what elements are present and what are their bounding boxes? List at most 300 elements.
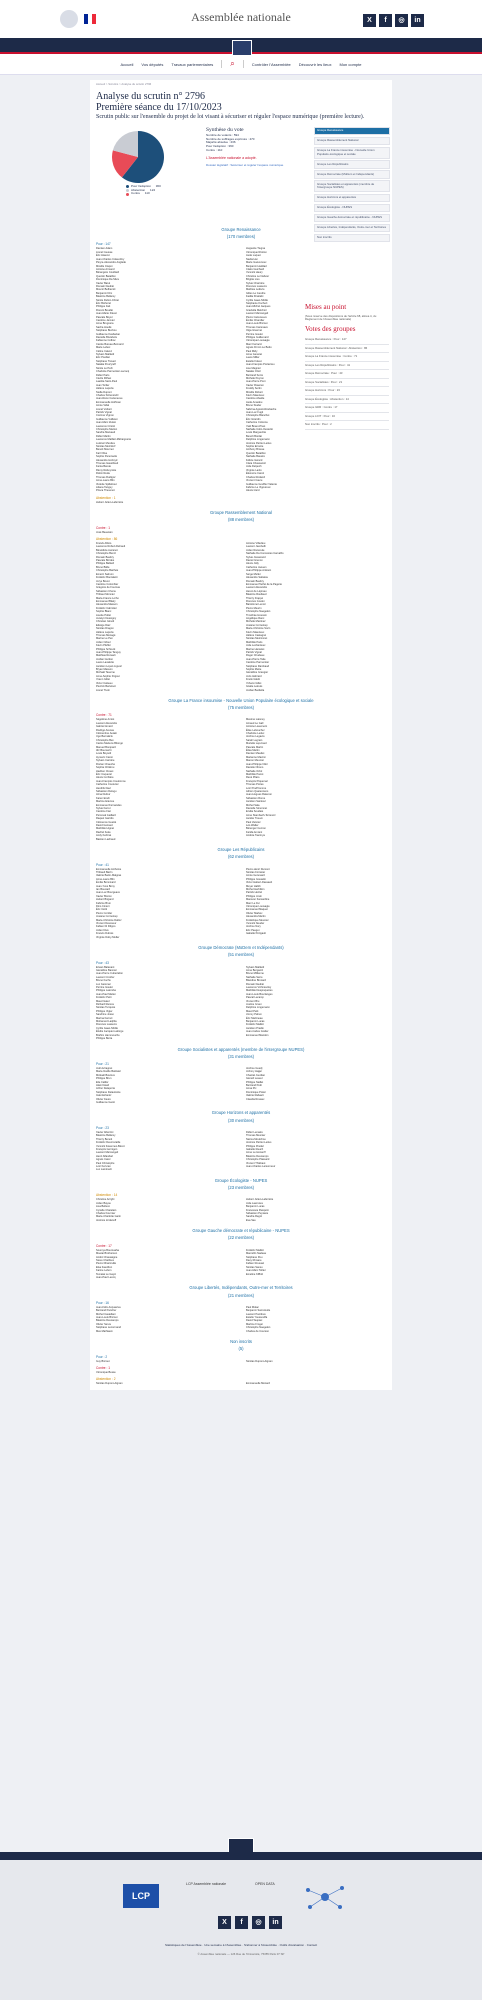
deputy-name[interactable]: Dino Cinieri — [96, 905, 110, 909]
deputy-name[interactable]: Philippe Ballard — [96, 562, 115, 566]
deputy-name[interactable]: Frédérique Meunier — [246, 918, 269, 922]
deputy-name[interactable]: Nathalie Da Conceicao Carvalho — [246, 552, 284, 556]
deputy-name[interactable]: Jérôme Guedj — [246, 1067, 263, 1071]
deputy-name[interactable]: Stéphane Rambaud — [246, 664, 270, 668]
deputy-name[interactable]: Philippe Pradal — [246, 1144, 264, 1148]
deputy-name[interactable]: Frédéric Maillot — [246, 1248, 264, 1252]
deputy-name[interactable]: Philippe Fait — [96, 305, 111, 309]
deputy-name[interactable]: Carole Bureau-Bonnard — [96, 342, 124, 346]
deputy-name[interactable]: Bénédicte Auzanot — [96, 548, 118, 552]
deputy-name[interactable]: Vincent Descoeur — [96, 922, 117, 926]
deputy-name[interactable]: Élisa Martin — [246, 749, 260, 753]
deputy-name[interactable]: Charles Fournier — [96, 1211, 116, 1215]
deputy-name[interactable]: Benjamin Lucas — [246, 1020, 265, 1024]
deputy-name[interactable]: Jean-Pierre Taite — [246, 657, 266, 661]
deputy-name[interactable]: Anne Bergantz — [246, 968, 264, 972]
deputy-name[interactable]: Sabrina Agresti-Roubache — [246, 407, 277, 411]
deputy-name[interactable]: Serge Muller — [246, 572, 261, 576]
deputy-name[interactable]: Soumya Bourouaha — [96, 1248, 119, 1252]
deputy-name[interactable]: François Gernigon — [96, 1148, 118, 1152]
deputy-name[interactable]: Frédéric Boccaletti — [96, 576, 118, 580]
deputy-name[interactable]: Bertrand Pancher — [96, 1309, 117, 1313]
deputy-name[interactable]: Stéphane Lenormand — [96, 1326, 121, 1330]
deputy-name[interactable]: Guillaume Vuilletet — [96, 417, 118, 421]
deputy-name[interactable]: Emmanuel Taché de la Pagerie — [246, 582, 282, 586]
deputy-name[interactable]: Sandrine Josso — [96, 1013, 114, 1017]
deputy-name[interactable]: Éric Alauzet — [96, 254, 110, 258]
deputy-name[interactable]: Mireille Clapot — [96, 264, 113, 268]
deputy-name[interactable]: Clémence Guetté — [96, 820, 117, 824]
deputy-name[interactable]: Jean-Louis Bourlanges — [246, 992, 273, 996]
deputy-name[interactable]: Stéphane Peu — [246, 1255, 263, 1259]
deputy-name[interactable]: Bruno Millienne — [246, 972, 264, 976]
deputy-name[interactable]: Cyrielle Chatelain — [96, 1208, 117, 1212]
deputy-name[interactable]: Caroline Fiat — [96, 810, 111, 814]
deputy-name[interactable]: Jorys Bovet — [96, 579, 110, 583]
deputy-name[interactable]: Emmanuel Fernandes — [96, 803, 122, 807]
deputy-name[interactable]: Huguette Tiegna — [246, 247, 266, 251]
deputy-name[interactable]: Frédéric Cabrolier — [96, 606, 117, 610]
deputy-name[interactable]: Michèle Martinez — [246, 620, 266, 624]
deputy-name[interactable]: Victor Habert-Dassault — [246, 881, 273, 885]
deputy-name[interactable]: Arthur Delaporte — [96, 1087, 116, 1091]
deputy-name[interactable]: Michel Herbillon — [246, 887, 265, 891]
deputy-name[interactable]: Xavier Albertini — [96, 1130, 114, 1134]
deputy-name[interactable]: Kévin Pfeffer — [96, 644, 111, 648]
deputy-name[interactable]: Bertrand Sorre — [246, 373, 264, 377]
x-icon[interactable]: X — [218, 1916, 231, 1929]
group-filter-item[interactable]: Groupe Renaissance — [314, 127, 390, 135]
deputy-name[interactable]: Hadrien Clouet — [96, 769, 114, 773]
deputy-name[interactable]: Xavier Roseren — [246, 383, 264, 387]
deputy-name[interactable]: Jean-Marc Zulesi — [96, 421, 116, 425]
deputy-name[interactable]: Emmanuelle Ménard — [246, 1382, 270, 1386]
deputy-name[interactable]: Benjamin Dirx — [96, 291, 113, 295]
deputy-name[interactable]: Agnès Firmin Le Bodo — [246, 346, 272, 350]
deputy-name[interactable]: Michel Sala — [246, 803, 260, 807]
deputy-name[interactable]: Frédéric Descrozaille — [96, 1141, 121, 1145]
deputy-name[interactable]: Éléonore Caroit — [246, 472, 265, 476]
deputy-name[interactable]: Jean-François Portarrieu — [246, 363, 275, 367]
deputy-name[interactable]: Yoann Gillet — [96, 678, 110, 682]
deputy-name[interactable]: Christophe Naegelen — [246, 1326, 271, 1330]
deputy-name[interactable]: Franck Allisio — [96, 542, 112, 546]
deputy-name[interactable]: Brahim Hammouche — [96, 1033, 120, 1037]
deputy-name[interactable]: Loïc Prud'homme — [246, 786, 267, 790]
deputy-name[interactable]: Natalie Oziol — [246, 370, 261, 374]
group-filter-item[interactable]: Groupe Libertés, Indépendants, Outre-mer et Territoires — [314, 224, 390, 232]
deputy-name[interactable]: Didier Lemaire — [246, 1130, 263, 1134]
deputy-name[interactable]: Marine Le Pen — [96, 637, 113, 641]
deputy-name[interactable]: Éric Bothorel — [96, 301, 111, 305]
deputy-name[interactable]: Nathalie Colin-Oesterlé — [246, 428, 273, 432]
deputy-name[interactable]: Mathilde Hignet — [96, 827, 115, 831]
deputy-name[interactable]: Guillaume Kasbarian — [96, 332, 121, 336]
deputy-name[interactable]: Sébastien Chenu — [96, 589, 116, 593]
deputy-name[interactable]: Xavier Batut — [96, 281, 111, 285]
deputy-name[interactable]: Gilles Le Gendre — [246, 291, 266, 295]
deputy-name[interactable]: Laurence Cristol — [96, 424, 115, 428]
deputy-name[interactable]: Émilie Bonnivard — [96, 881, 116, 885]
deputy-name[interactable]: Rachel Keke — [96, 830, 111, 834]
deputy-name[interactable]: Jean-Paul Lecoq — [96, 1275, 116, 1279]
deputy-name[interactable]: Géraldine Grangier — [246, 671, 269, 675]
deputy-name[interactable]: Stéphane Buchou — [96, 329, 117, 333]
deputy-name[interactable]: Jean-Charles Larsonneur — [246, 1165, 276, 1169]
deputy-name[interactable]: Pascale Boyer — [96, 315, 113, 319]
deputy-name[interactable]: Hendrik Davi — [96, 786, 111, 790]
deputy-name[interactable]: Jean-Luc Fugit — [246, 410, 264, 414]
deputy-name[interactable]: Béatrice Bellamy — [96, 295, 116, 299]
deputy-name[interactable]: Jocelyn Dessigny — [96, 616, 117, 620]
nav-controler[interactable]: Contrôler l'Assemblée — [251, 61, 291, 67]
deputy-name[interactable]: Didier Paris — [96, 373, 110, 377]
deputy-name[interactable]: Freddy Sertin — [246, 387, 262, 391]
deputy-name[interactable]: Émilie Chandler — [246, 319, 265, 323]
deputy-name[interactable]: Grégoire de Fournas — [96, 586, 120, 590]
deputy-name[interactable]: Ludovic Mendes — [96, 441, 115, 445]
breadcrumb[interactable]: Accueil > Scrutins > Analyse du scrutin 2796 — [96, 82, 152, 86]
deputy-name[interactable]: Alexandre Sabatou — [246, 576, 269, 580]
deputy-name[interactable]: Laurent Alexandre — [246, 586, 268, 590]
deputy-name[interactable]: Annie Genevard — [246, 874, 265, 878]
lcp-logo[interactable]: LCP — [123, 1884, 159, 1908]
deputy-name[interactable]: Maud Gatel — [96, 999, 110, 1003]
deputy-name[interactable]: Caroline Abadie — [246, 397, 265, 401]
deputy-name[interactable]: Jean-Marie Fiévet — [96, 312, 117, 316]
deputy-name[interactable]: Nicolas Forissier — [246, 870, 266, 874]
deputy-name[interactable]: Mathilde Panot — [246, 772, 264, 776]
deputy-name[interactable]: Timothée Houssin — [246, 613, 267, 617]
deputy-name[interactable]: Éric Ciotti — [96, 908, 108, 912]
deputy-name[interactable]: Bartolomé Lenoir — [246, 603, 266, 607]
deputy-name[interactable]: Caroline Parmentier — [246, 661, 270, 665]
open-data-link[interactable]: OPEN DATA — [255, 1882, 275, 1886]
deputy-name[interactable]: Jean-Yves Bony — [96, 884, 115, 888]
deputy-name[interactable]: Delphine Lingemann — [246, 1006, 270, 1010]
deputy-name[interactable]: Emmanuelle Anthoine — [96, 867, 122, 871]
deputy-name[interactable]: Véronique Riotton — [246, 250, 267, 254]
deputy-name[interactable]: Antoine Armand — [96, 267, 115, 271]
deputy-name[interactable]: Catherine Colonna — [246, 421, 268, 425]
deputy-name[interactable]: Véronique Louwagie — [246, 339, 270, 343]
deputy-name[interactable]: Inaki Echaniz — [96, 1094, 112, 1098]
deputy-name[interactable]: Marie-Charlotte Garin — [96, 1215, 121, 1219]
deputy-name[interactable]: Mathilde Desjonquères — [246, 989, 273, 993]
deputy-name[interactable]: Charlotte Leduc — [246, 732, 265, 736]
deputy-name[interactable]: Kévin Mauvieux — [246, 630, 265, 634]
deputy-name[interactable]: Félicie Gérard — [246, 458, 263, 462]
deputy-name[interactable]: Pascale Bordes — [96, 559, 115, 563]
deputy-name[interactable]: Robin Reda — [96, 472, 110, 476]
deputy-name[interactable]: Béatrice Descamps — [96, 1319, 119, 1323]
deputy-name[interactable]: Valérie Bazin-Malgras — [96, 874, 122, 878]
deputy-name[interactable]: Elsa Faucillon — [96, 1265, 113, 1269]
deputy-name[interactable]: Dominique Da Silva — [96, 278, 119, 282]
deputy-name[interactable]: Prisca Thevenot — [96, 489, 115, 493]
deputy-name[interactable]: Christine Arrighi — [96, 1198, 115, 1202]
deputy-name[interactable]: Charles Rodwell — [246, 475, 265, 479]
deputy-name[interactable]: Alexis Jolly — [246, 562, 259, 566]
deputy-name[interactable]: Thomas Cazenave — [246, 325, 268, 329]
deputy-name[interactable]: Véronique Besse — [96, 1371, 116, 1375]
deputy-name[interactable]: Emmanuelle Hoffman — [96, 400, 121, 404]
deputy-name[interactable]: Jean-Hugues Ratenon — [246, 793, 272, 797]
deputy-name[interactable]: Estelle Folest — [246, 359, 262, 363]
deputy-name[interactable]: Victor Catteau — [96, 681, 113, 685]
deputy-name[interactable]: Violette Spillebout — [96, 482, 117, 486]
deputy-name[interactable]: Sylvain Carrière — [96, 759, 115, 763]
site-title[interactable]: Assemblée nationale — [191, 10, 291, 24]
deputy-name[interactable]: Laurent Marcangeli — [96, 1151, 119, 1155]
deputy-name[interactable]: Laetitia Saint-Paul — [96, 380, 118, 384]
deputy-name[interactable]: Julien Bayou — [96, 1201, 111, 1205]
deputy-name[interactable]: Caroline Colombier — [96, 582, 119, 586]
deputy-name[interactable]: Francesca Pasquini — [246, 1208, 269, 1212]
deputy-name[interactable]: Stéphanie Kochert — [246, 301, 268, 305]
deputy-name[interactable]: Béatrice Descamps — [246, 1154, 269, 1158]
deputy-name[interactable]: Sophie Mette — [246, 668, 262, 672]
search-icon[interactable]: ⌕ — [230, 59, 235, 68]
deputy-name[interactable]: Alexandra Martin — [246, 915, 266, 919]
group-filter-item[interactable]: Groupe Écologiste - NUPES — [314, 204, 390, 212]
deputy-name[interactable]: Laurent Alexandre — [96, 721, 118, 725]
deputy-name[interactable]: Nathalie Bassire — [246, 455, 265, 459]
deputy-name[interactable]: Nadia Hai — [246, 257, 258, 261]
dossier-link[interactable]: Dossier législatif : Sécuriser et réguler l'espace numérique — [206, 162, 284, 167]
deputy-name[interactable]: Philippe Gosselin — [246, 877, 267, 881]
deputy-name[interactable]: Christine Le Nabour — [246, 274, 270, 278]
deputy-name[interactable]: Graziella Melchior — [246, 308, 267, 312]
deputy-name[interactable]: Jean Terlier — [96, 383, 110, 387]
deputy-name[interactable]: Julie Laernoes — [246, 1201, 263, 1205]
linkedin-icon[interactable]: in — [269, 1916, 282, 1929]
deputy-name[interactable]: Christophe Naegelen — [246, 610, 271, 614]
deputy-name[interactable]: Sophie Errante — [246, 445, 264, 449]
deputy-name[interactable]: Louis Margueritte — [246, 431, 267, 435]
deputy-name[interactable]: Gérard Leseul — [246, 1077, 263, 1081]
deputy-name[interactable]: Martine Froger — [246, 1322, 264, 1326]
deputy-name[interactable]: Clara Chassaniol — [246, 462, 266, 466]
deputy-name[interactable]: Laurence Vichnievsky — [246, 986, 272, 990]
deputy-name[interactable]: Charles de Courson — [246, 1329, 270, 1333]
deputy-name[interactable]: Perrine Goulet — [246, 332, 263, 336]
deputy-name[interactable]: Jérémie Patrier-Leitus — [246, 441, 272, 445]
group-filter-item[interactable]: Non inscrits — [314, 234, 390, 242]
deputy-name[interactable]: Anne Le Hénanff — [246, 1151, 266, 1155]
deputy-name[interactable]: Sophie Blanc — [96, 610, 112, 614]
deputy-name[interactable]: Luc Geismar — [96, 982, 111, 986]
deputy-name[interactable]: Thomas Ménagé — [96, 634, 116, 638]
deputy-name[interactable]: Thomas Portes — [246, 783, 264, 787]
deputy-name[interactable]: Thierry Frappé — [246, 596, 264, 600]
deputy-name[interactable]: Eric Poulliat — [96, 356, 110, 360]
deputy-name[interactable]: Pierre Dharréville — [96, 1262, 117, 1266]
deputy-name[interactable]: Thomas Gassilloud — [96, 462, 119, 466]
deputy-name[interactable]: Moetai Brotherson — [96, 1252, 118, 1256]
deputy-name[interactable]: Aurélien Lopez-Liguori — [96, 664, 122, 668]
deputy-name[interactable]: Francis Dubois — [96, 932, 114, 936]
deputy-name[interactable]: Jean-Pierre Pont — [246, 380, 266, 384]
deputy-name[interactable]: Alain David — [96, 1084, 110, 1088]
deputy-name[interactable]: Elie Califer — [96, 1080, 109, 1084]
deputy-name[interactable]: Fabien Di Filippo — [96, 925, 116, 929]
x-icon[interactable]: X — [363, 14, 376, 27]
deputy-name[interactable]: David Taupiac — [246, 1319, 263, 1323]
facebook-icon[interactable]: f — [379, 14, 392, 27]
deputy-name[interactable]: Jean-Charles Colas-Roy — [96, 257, 125, 261]
deputy-name[interactable]: Marie-Christine Sorin — [246, 627, 271, 631]
deputy-name[interactable]: Sophie Panonacle — [96, 455, 118, 459]
deputy-name[interactable]: Catherine Couturier — [96, 783, 119, 787]
deputy-name[interactable]: Frank Giletti — [246, 678, 260, 682]
deputy-name[interactable]: Anne Stambach-Terrenoir — [246, 813, 276, 817]
deputy-name[interactable]: Nicolas Turquois — [96, 1006, 116, 1010]
deputy-name[interactable]: Frédéric Maillot — [246, 1023, 264, 1027]
deputy-name[interactable]: Christophe Marion — [96, 428, 118, 432]
deputy-name[interactable]: Isabelle Rauch — [246, 1148, 264, 1152]
deputy-name[interactable]: Stéphane Delautrette — [96, 1090, 121, 1094]
deputy-name[interactable]: Adrien Quatennens — [246, 789, 269, 793]
deputy-name[interactable]: Julie Delpech — [246, 465, 262, 469]
group-filter-item[interactable]: Groupe Horizons et apparentés — [314, 194, 390, 202]
deputy-name[interactable]: Pieyre-Alexandre Anglade — [96, 261, 126, 265]
deputy-name[interactable]: Philippe Latombe — [96, 989, 117, 993]
deputy-name[interactable]: Laurence Robert-Dehault — [96, 545, 126, 549]
nav-account[interactable]: Mon compte — [339, 61, 362, 67]
deputy-name[interactable]: Benoit Mournet — [96, 448, 114, 452]
deputy-name[interactable]: Naïma Moutchou — [246, 1137, 266, 1141]
deputy-name[interactable]: Léo Walter — [246, 824, 259, 828]
deputy-name[interactable]: Mireille Robert — [246, 390, 263, 394]
deputy-name[interactable]: Paul Molac — [246, 1305, 259, 1309]
deputy-name[interactable]: Jordan Guitton — [96, 657, 114, 661]
deputy-name[interactable]: Perceval Gaillard — [96, 813, 116, 817]
deputy-name[interactable]: Claudia Rouaux — [246, 1097, 265, 1101]
deputy-name[interactable]: Danielle Brulebois — [96, 336, 117, 340]
deputy-name[interactable]: Bastien Lachaud — [96, 837, 116, 841]
deputy-name[interactable]: Murielle Lepvraud — [246, 742, 267, 746]
deputy-name[interactable]: Michel Castellani — [96, 1312, 116, 1316]
deputy-name[interactable]: Sophia Chikirou — [96, 766, 115, 770]
deputy-name[interactable]: Nicole Le Peih — [96, 366, 113, 370]
deputy-name[interactable]: Steve Chailloux — [96, 1258, 115, 1262]
deputy-name[interactable]: Nicolas Dragon — [96, 627, 114, 631]
deputy-name[interactable]: Karen Erodi — [96, 796, 110, 800]
deputy-name[interactable]: Bryan Masson — [96, 668, 113, 672]
deputy-name[interactable]: Yaël Braun-Pivet — [246, 424, 266, 428]
deputy-name[interactable]: Jean-Philippe Nilor — [246, 762, 268, 766]
deputy-name[interactable]: Pierre Cazeneuve — [246, 315, 267, 319]
deputy-name[interactable]: Géraldine Bannier — [96, 968, 117, 972]
deputy-name[interactable]: Cyrille Isaac-Sibille — [246, 298, 268, 302]
deputy-name[interactable]: Florent Boudié — [96, 308, 113, 312]
deputy-name[interactable]: Pierre-Henri Dumont — [246, 867, 270, 871]
deputy-name[interactable]: Pascal Lecamp — [246, 996, 264, 1000]
deputy-name[interactable]: Véronique Louwagie — [246, 905, 270, 909]
deputy-name[interactable]: Idir Boumertit — [96, 749, 112, 753]
deputy-name[interactable]: Luc Lamirault — [96, 1168, 112, 1172]
deputy-name[interactable]: Mounir Belhamiti — [96, 288, 116, 292]
deputy-name[interactable]: Fanta Berete — [96, 465, 111, 469]
deputy-name[interactable]: Liliana Tanguy — [96, 485, 113, 489]
deputy-name[interactable]: Stéphane Travert — [96, 359, 116, 363]
deputy-name[interactable]: Loïc Kervran — [96, 1165, 111, 1169]
deputy-name[interactable]: Aude Luquet — [246, 254, 261, 258]
deputy-name[interactable]: Florian Chauche — [96, 762, 116, 766]
deputy-name[interactable]: Yannick Favennec-Bécot — [96, 1144, 125, 1148]
deputy-name[interactable]: Joël Aviragnet — [96, 1067, 113, 1071]
deputy-name[interactable]: Alexandra Masson — [96, 603, 118, 607]
deputy-name[interactable]: Christian Girard — [96, 620, 115, 624]
deputy-name[interactable]: Laurent Croizier — [96, 975, 115, 979]
deputy-name[interactable]: Dominique Potier — [246, 1090, 266, 1094]
deputy-name[interactable]: Guillaume Gouffier Valente — [246, 482, 277, 486]
deputy-name[interactable]: Roger Chudeau — [246, 654, 265, 658]
deputy-name[interactable]: Julien Rancoule — [246, 548, 265, 552]
deputy-name[interactable]: Benoît Bordat — [246, 434, 262, 438]
deputy-name[interactable]: Andrée Taurinya — [246, 834, 265, 838]
instagram-icon[interactable]: ◎ — [395, 14, 408, 27]
deputy-name[interactable]: Danièle Obono — [246, 766, 264, 770]
deputy-name[interactable]: Nicolas Metzdorf — [96, 445, 116, 449]
deputy-name[interactable]: Lise Magnier — [246, 366, 261, 370]
deputy-name[interactable]: Aurélien Saintoul — [246, 800, 266, 804]
deputy-name[interactable]: Quentin Bataillon — [96, 274, 116, 278]
deputy-name[interactable]: Benjamin Lucas — [246, 1205, 265, 1209]
deputy-name[interactable]: Josiane Corneloup — [246, 623, 268, 627]
deputy-name[interactable]: Laurent Panifous — [246, 1312, 266, 1316]
deputy-name[interactable]: Tematai Le Gayic — [96, 1272, 117, 1276]
deputy-name[interactable]: Alexis Izard — [246, 489, 260, 493]
deputy-name[interactable]: Sébastien Peytavie — [246, 1211, 269, 1215]
deputy-name[interactable]: Bérangère Couillard — [96, 271, 120, 275]
deputy-name[interactable]: Hélène Laporte — [96, 630, 114, 634]
deputy-name[interactable]: Corinne Vignon — [96, 414, 114, 418]
deputy-name[interactable]: Chantal Jourdan — [246, 1073, 266, 1077]
deputy-name[interactable]: Henri Alfandari — [96, 1154, 114, 1158]
deputy-name[interactable]: Philippe Berta — [96, 1037, 113, 1041]
deputy-name[interactable]: Virginie Duby-Muller — [96, 935, 120, 939]
deputy-name[interactable]: Brigitte Liso — [246, 278, 260, 282]
deputy-name[interactable]: Marc Le Fur — [246, 901, 260, 905]
deputy-name[interactable]: Romain Baubry — [96, 555, 114, 559]
deputy-name[interactable]: François Piquemal — [246, 779, 268, 783]
deputy-name[interactable]: Nicolas Dupont-Aignan — [96, 1382, 123, 1386]
deputy-name[interactable]: Jérémie Iordanoff — [96, 1218, 117, 1222]
deputy-name[interactable]: Lisa Belluco — [96, 1205, 110, 1209]
deputy-name[interactable]: Nicolas Meizonnet — [246, 637, 268, 641]
deputy-name[interactable]: Alexandre Holroyd — [96, 458, 118, 462]
deputy-name[interactable]: Lionel Causse — [96, 250, 113, 254]
deputy-name[interactable]: Marie-France Lorho — [96, 596, 119, 600]
deputy-name[interactable]: Blandine Brocard — [246, 979, 266, 983]
deputy-name[interactable]: Jérôme Legavre — [246, 735, 265, 739]
nav-deputes[interactable]: Vos députés — [141, 61, 164, 67]
deputy-name[interactable]: Julien Dive — [96, 928, 109, 932]
deputy-name[interactable]: Emeline K/Bidi — [246, 1272, 263, 1276]
deputy-name[interactable]: Damien Adam — [96, 247, 113, 251]
deputy-name[interactable]: Virginie Lanlo — [246, 468, 262, 472]
deputy-name[interactable]: Antoine Léaument — [246, 725, 268, 729]
deputy-name[interactable]: Christophe Barthès — [96, 569, 119, 573]
deputy-name[interactable]: Fabienne Colboc — [96, 339, 116, 343]
deputy-name[interactable]: Jean-Philippe Ardouin — [246, 569, 272, 573]
deputy-name[interactable]: Emmanuel Maquet — [246, 908, 268, 912]
deputy-name[interactable]: Sébastien Delogu — [96, 789, 117, 793]
deputy-name[interactable]: Hélène Castagné — [246, 634, 267, 638]
deputy-name[interactable]: Lionel Tivoli — [96, 688, 110, 692]
